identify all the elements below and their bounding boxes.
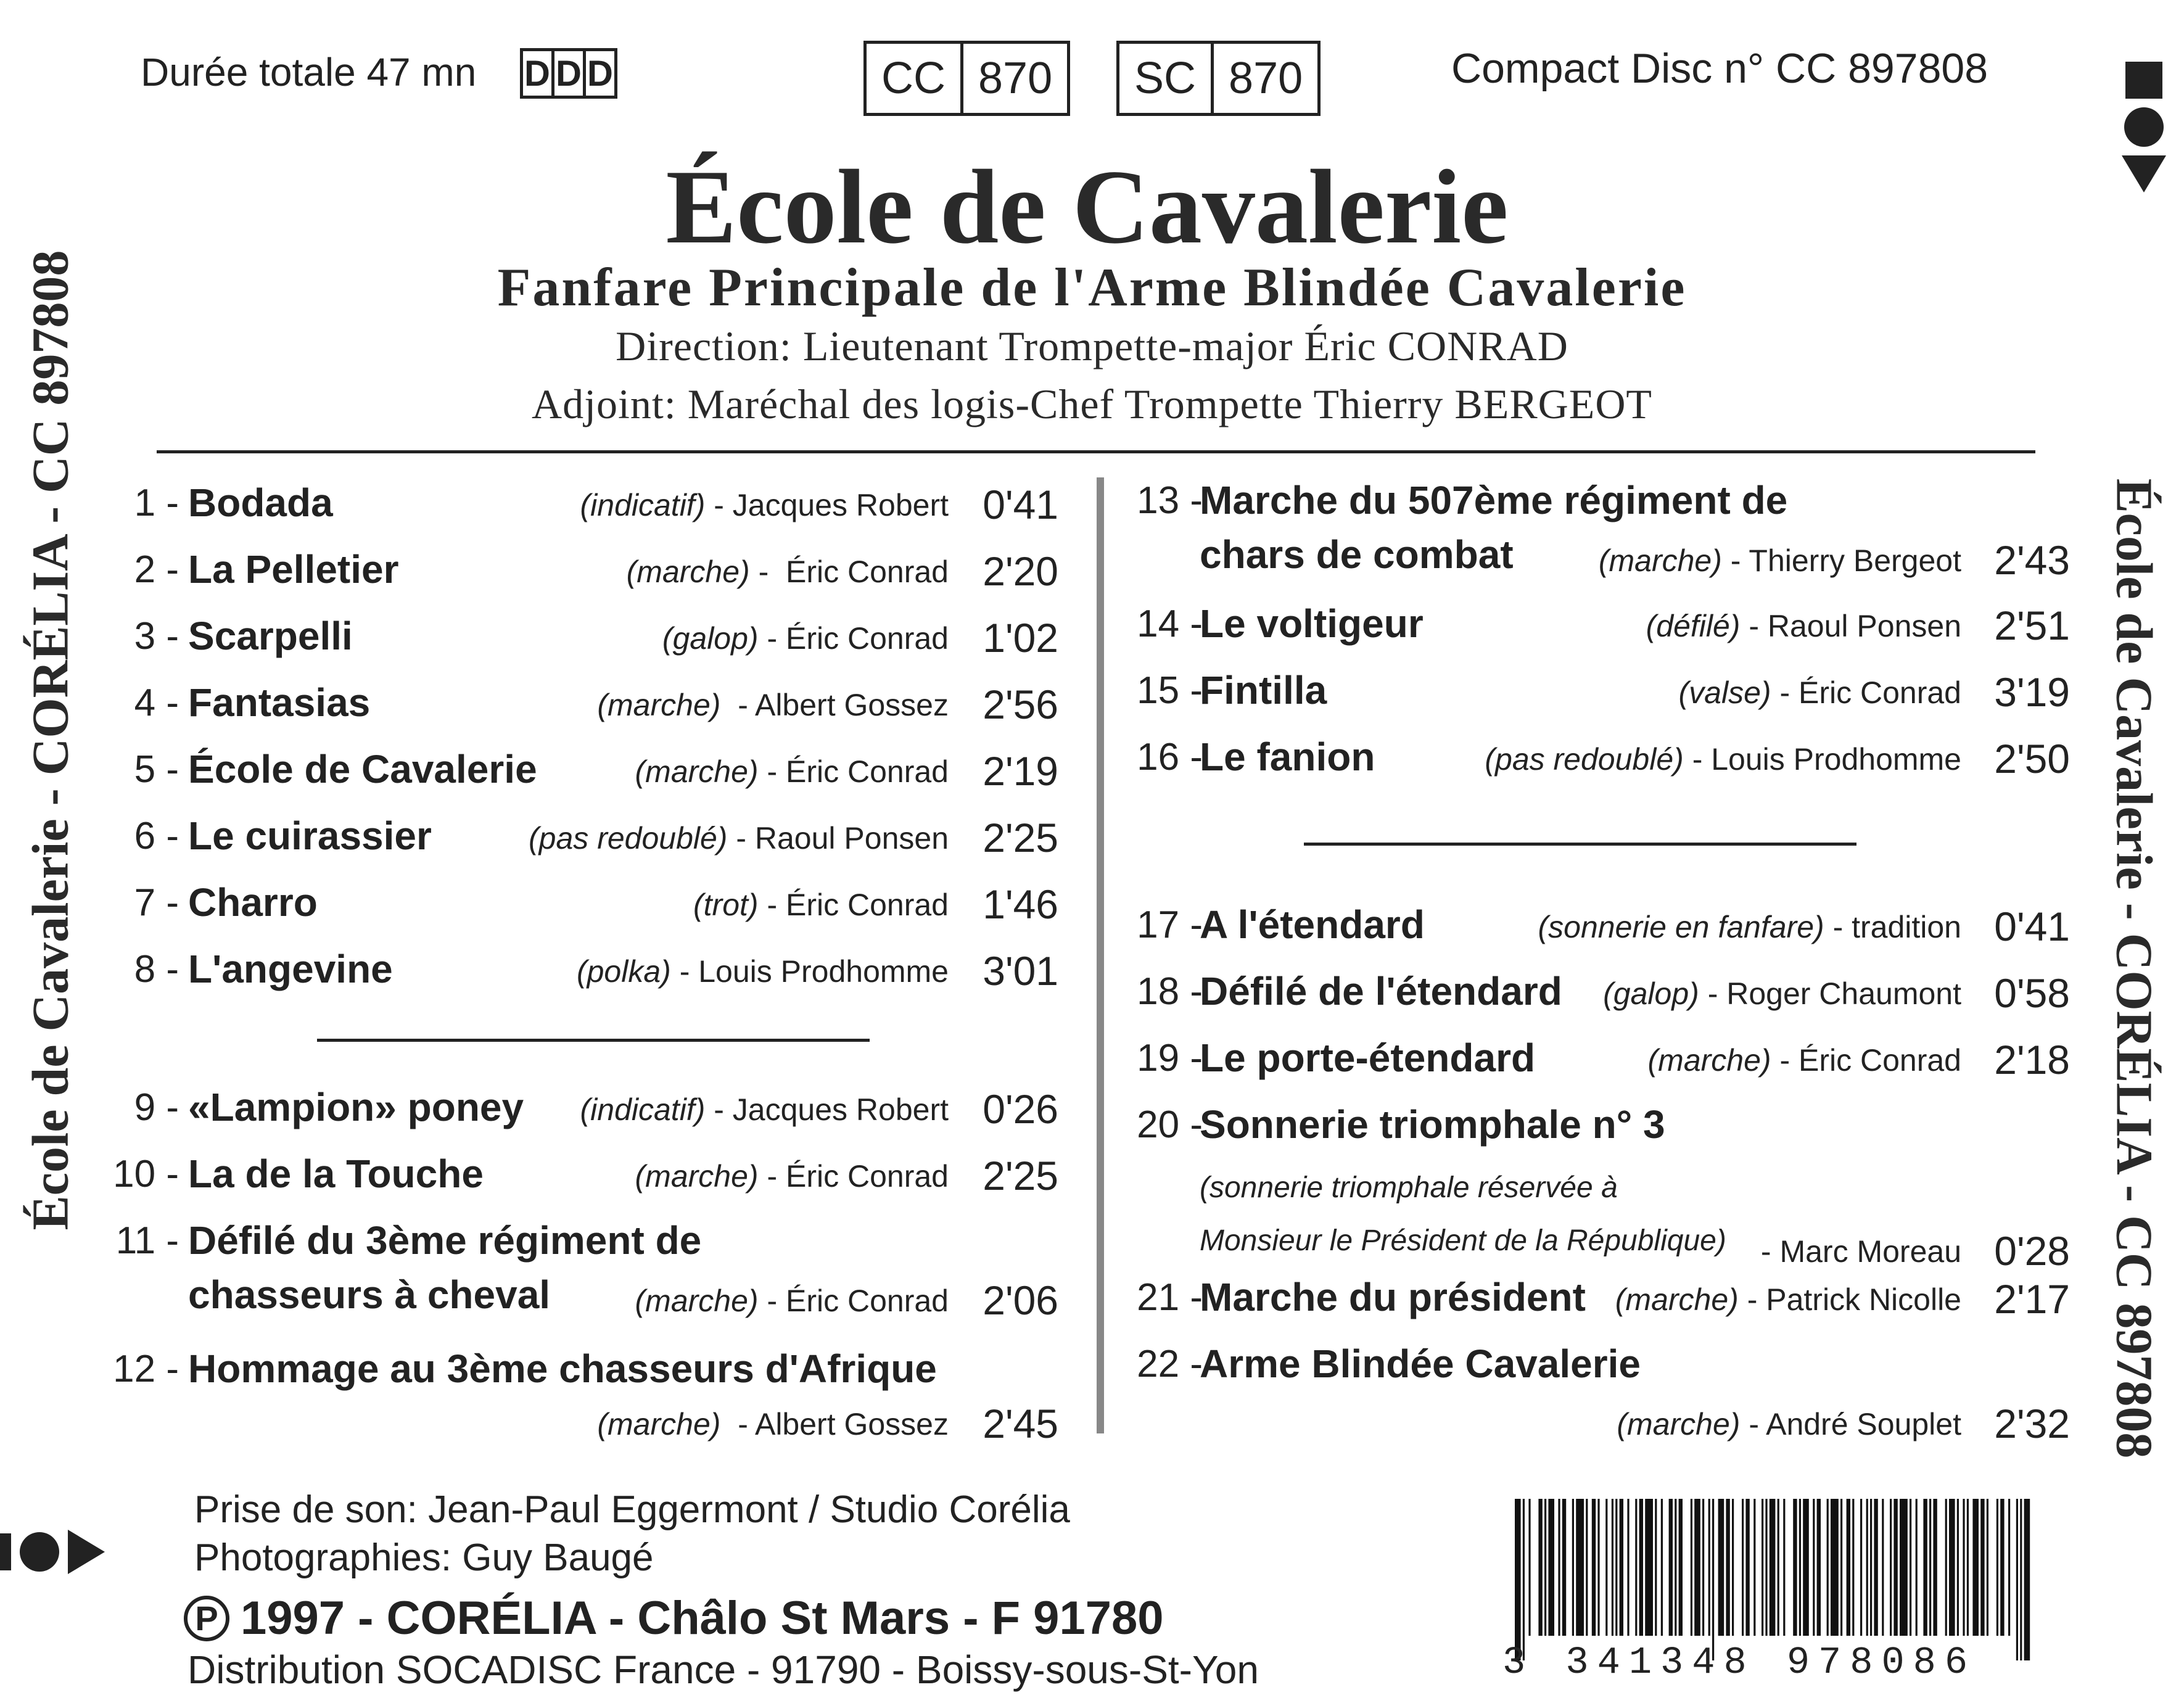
barcode-bar — [1803, 1499, 1809, 1636]
track-composer: - André Souplet — [1740, 1407, 1961, 1441]
track-genre: (marche) — [626, 555, 750, 589]
track-genre: (marche) — [597, 688, 721, 722]
track-duration: 2'50 — [1994, 736, 2070, 781]
track-duration: 0'41 — [983, 482, 1058, 527]
column-divider — [1097, 477, 1104, 1433]
track-title: Le voltigeur — [1200, 601, 1424, 646]
track-note: Monsieur le Président de la République) — [1200, 1224, 1726, 1257]
track-genre: (polka) — [576, 954, 671, 989]
barcode-bar — [1900, 1499, 1908, 1636]
barcode-bar — [1669, 1499, 1673, 1636]
label-logo — [0, 1530, 105, 1574]
barcode-bar — [1933, 1499, 1937, 1636]
barcode-bar — [1708, 1499, 1710, 1636]
barcode-bar — [1870, 1499, 1872, 1636]
track-number: 7 - — [134, 881, 179, 924]
spine-title: École de Cavalerie - CORÉLIA - CC 897808 — [22, 250, 80, 1231]
track-number: 10 - — [113, 1153, 179, 1195]
disc-number: Compact Disc n° CC 897808 — [1451, 45, 1988, 92]
track-title: Défilé du 3ème régiment de — [188, 1218, 702, 1263]
track-credit — [1599, 543, 1961, 579]
track-title: Bodada — [188, 480, 333, 525]
barcode-bar — [1576, 1499, 1584, 1636]
track-composer: - Éric Conrad — [749, 555, 949, 589]
track-duration: 2'20 — [983, 548, 1058, 594]
spine-title: École de Cavalerie - CORÉLIA - CC 897808 — [2105, 478, 2163, 1459]
barcode-bar — [1866, 1499, 1868, 1636]
track-genre: (pas redoublé) — [529, 821, 728, 856]
barcode-bar — [1852, 1499, 1854, 1636]
barcode-bar — [1702, 1499, 1704, 1636]
track-composer: - Éric Conrad — [758, 1284, 949, 1318]
track-title: Sonnerie triomphale n° 3 — [1200, 1102, 1665, 1147]
track-number: 21 - — [1137, 1276, 1203, 1319]
barcode-bar — [1997, 1499, 1998, 1636]
track-credit — [662, 621, 949, 656]
barcode-bar — [1753, 1499, 1755, 1636]
track-composer: - Louis Prodhomme — [670, 954, 949, 989]
track-credit — [1679, 675, 1961, 711]
barcode-bar — [1712, 1499, 1714, 1660]
barcode-bar — [1770, 1499, 1776, 1636]
barcode-bar — [1726, 1499, 1729, 1636]
track-genre: (sonnerie en fanfare) — [1538, 910, 1824, 944]
track-duration: 2'18 — [1994, 1037, 2070, 1082]
track-duration: 3'01 — [983, 948, 1058, 994]
track-composer: - Marc Moreau — [1752, 1234, 1961, 1269]
barcode-bar — [2008, 1499, 2010, 1636]
recording-credit: Prise de son: Jean-Paul Eggermont / Studio Corélia — [194, 1488, 1070, 1531]
track-title: Le cuirassier — [188, 814, 432, 858]
track-composer: - Éric Conrad — [758, 888, 949, 922]
track-duration: 2'45 — [983, 1401, 1058, 1446]
track-composer: - Jacques Robert — [705, 1092, 949, 1127]
track-title: A l'étendard — [1200, 902, 1425, 947]
ddd-letter: D — [554, 51, 586, 96]
track-number: 11 - — [115, 1219, 179, 1262]
track-number: 18 - — [1137, 970, 1203, 1013]
triangle-icon — [68, 1530, 105, 1574]
barcode-bar — [1945, 1499, 1947, 1636]
barcode-digits: 3 341348 978086 — [1502, 1641, 1977, 1684]
track-genre: (valse) — [1678, 675, 1771, 710]
barcode-bar — [1620, 1499, 1623, 1636]
barcode-bar — [1528, 1499, 1530, 1636]
track-number: 15 - — [1137, 669, 1203, 712]
barcode-bar — [1874, 1499, 1877, 1636]
phonogram-icon: P — [184, 1596, 229, 1641]
barcode-bar — [1639, 1499, 1643, 1636]
track-composer: - tradition — [1824, 910, 1961, 944]
barcode-bar — [1548, 1499, 1554, 1636]
sc-number: 870 — [1211, 44, 1317, 113]
ddd-letter: D — [587, 53, 613, 94]
track-number: 5 - — [134, 748, 179, 791]
track-number: 1 - — [134, 482, 179, 524]
track-credit — [635, 754, 949, 790]
track-duration: 0'28 — [1994, 1228, 2070, 1274]
track-title: Charro — [188, 880, 318, 925]
track-number: 17 - — [1137, 904, 1203, 946]
circle-icon — [20, 1532, 59, 1572]
track-credit — [693, 887, 949, 923]
direction-line: Direction: Lieutenant Trompette-major Éric CONRAD — [616, 323, 1568, 369]
barcode-bar — [2024, 1499, 2030, 1660]
track-composer: - Éric Conrad — [1771, 1043, 1961, 1078]
track-composer: - Raoul Ponsen — [1740, 609, 1961, 643]
barcode-bar — [1817, 1499, 1821, 1636]
track-number: 2 - — [134, 548, 179, 591]
cc-number: 870 — [960, 44, 1067, 113]
barcode-bar — [1592, 1499, 1596, 1636]
barcode-bar — [1778, 1499, 1779, 1636]
track-genre: (indicatif) — [580, 488, 706, 522]
track-number: 20 - — [1137, 1103, 1203, 1146]
barcode-bar — [2016, 1499, 2018, 1660]
track-duration: 1'02 — [983, 615, 1058, 661]
track-number: 19 - — [1137, 1037, 1203, 1079]
barcode-bar — [1615, 1499, 1617, 1636]
barcode-bar — [1544, 1499, 1546, 1636]
barcode-bar — [1893, 1499, 1897, 1636]
barcode-bar — [1562, 1499, 1566, 1636]
square-icon — [2125, 62, 2162, 99]
track-genre: (marche) — [635, 1284, 759, 1318]
barcode-bar — [1694, 1499, 1700, 1636]
total-duration: Durée totale 47 mn — [141, 50, 477, 94]
barcode-bar — [1765, 1499, 1767, 1636]
track-title: «Lampion» poney — [188, 1085, 524, 1129]
track-duration: 2'32 — [1994, 1401, 2070, 1446]
barcode-bar — [1538, 1499, 1542, 1636]
photo-credit: Photographies: Guy Baugé — [194, 1536, 654, 1579]
barcode-bar — [1645, 1499, 1653, 1636]
track-title: L'angevine — [188, 947, 393, 991]
track-genre: (marche) — [1617, 1407, 1741, 1441]
barcode-bar — [1675, 1499, 1676, 1636]
track-duration: 0'41 — [1994, 904, 2070, 949]
sc-label: SC — [1134, 54, 1197, 103]
barcode-bar — [1742, 1499, 1744, 1636]
barcode-bar — [1523, 1499, 1525, 1660]
track-number: 9 - — [134, 1086, 179, 1129]
track-credit — [577, 954, 949, 989]
ddd-code — [520, 48, 617, 99]
track-title: La de la Touche — [188, 1152, 484, 1196]
barcode-bar — [1831, 1499, 1839, 1636]
track-title: Le porte-étendard — [1200, 1036, 1536, 1080]
track-credit — [529, 820, 949, 856]
track-duration: 2'19 — [983, 748, 1058, 794]
track-credit — [1538, 909, 1962, 945]
track-title: Scarpelli — [188, 614, 353, 658]
barcode-bar — [1840, 1499, 1842, 1636]
barcode-bar — [1661, 1499, 1663, 1636]
track-genre: (marche) — [597, 1407, 721, 1441]
barcode-bar — [1597, 1499, 1599, 1636]
track-duration: 2'56 — [983, 682, 1058, 727]
barcode-bar — [1882, 1499, 1884, 1636]
track-title: Marche du président — [1200, 1275, 1586, 1319]
track-credit — [635, 1283, 949, 1319]
track-title: Fantasias — [188, 680, 371, 725]
track-title: École de Cavalerie — [188, 747, 537, 791]
track-number: 16 - — [1137, 736, 1203, 778]
track-credit — [597, 1406, 949, 1442]
adjoint-line: Adjoint: Maréchal des logis-Chef Trompette Thierry BERGEOT — [532, 381, 1652, 427]
barcode-bar — [1627, 1499, 1629, 1636]
barcode-bar — [1963, 1499, 1964, 1636]
copyright-line — [184, 1591, 1164, 1645]
track-number: 13 - — [1137, 479, 1203, 522]
track-credit — [1485, 741, 1961, 777]
barcode-bar — [1745, 1499, 1749, 1636]
track-credit — [1646, 608, 1961, 644]
track-genre: (trot) — [693, 888, 759, 922]
barcode-bar — [1813, 1499, 1815, 1636]
barcode-bar — [1847, 1499, 1850, 1636]
track-duration: 2'43 — [1994, 537, 2070, 583]
track-credit — [1603, 976, 1961, 1012]
barcode-bar — [1515, 1499, 1521, 1660]
track-credit — [1615, 1282, 1961, 1317]
track-number: 22 - — [1137, 1343, 1203, 1385]
track-genre: (galop) — [1603, 976, 1699, 1011]
barcode-bar — [1987, 1499, 1988, 1636]
square-icon — [0, 1533, 11, 1570]
barcode-bar — [1612, 1499, 1613, 1636]
header-divider — [157, 450, 2035, 453]
sc-code-box — [1116, 41, 1321, 116]
album-subtitle: Fanfare Principale de l'Arme Blindée Cavalerie — [497, 258, 1687, 318]
distribution-line: Distribution SOCADISC France - 91790 - Boissy-sous-St-Yon — [187, 1647, 1259, 1692]
track-title: Le fanion — [1200, 735, 1375, 779]
track-genre: (indicatif) — [580, 1092, 706, 1127]
track-credit — [1648, 1042, 1961, 1078]
track-genre: (galop) — [662, 621, 759, 656]
barcode-bar — [1783, 1499, 1785, 1636]
barcode-bar — [1929, 1499, 1931, 1636]
track-duration: 0'58 — [1994, 970, 2070, 1016]
barcode-bar — [1572, 1499, 1574, 1636]
track-duration: 2'25 — [983, 815, 1058, 860]
track-number: 14 - — [1137, 603, 1203, 645]
track-number: 4 - — [134, 682, 179, 724]
track-composer: - Éric Conrad — [758, 1159, 949, 1194]
track-genre: (marche) — [1615, 1282, 1739, 1317]
track-composer: - Thierry Bergeot — [1721, 543, 1961, 578]
ddd-letter: D — [523, 51, 554, 96]
track-composer: - Éric Conrad — [1771, 675, 1961, 710]
barcode-bar — [1827, 1499, 1829, 1636]
barcode-bar — [1890, 1499, 1892, 1636]
track-duration: 2'25 — [983, 1153, 1058, 1198]
barcode-bar — [1718, 1499, 1725, 1636]
section-divider — [1304, 843, 1856, 846]
track-title: Marche du 507ème régiment de — [1200, 478, 1788, 522]
track-genre: (marche) — [1647, 1043, 1771, 1078]
track-title: Hommage au 3ème chasseurs d'Afrique — [188, 1346, 937, 1391]
copyright-text: 1997 - CORÉLIA - Châlo St Mars - F 91780 — [241, 1592, 1164, 1644]
track-composer: - Albert Gossez — [720, 1407, 949, 1441]
barcode-bar — [1957, 1499, 1959, 1636]
barcode-bar — [1635, 1499, 1637, 1636]
track-credit — [580, 487, 949, 523]
track-composer: - Jacques Robert — [705, 488, 949, 522]
barcode-bar — [1762, 1499, 1763, 1636]
barcode-bar — [1916, 1499, 1918, 1636]
barcode-bar — [1586, 1499, 1588, 1636]
track-duration: 2'17 — [1994, 1276, 2070, 1322]
track-composer: - Albert Gossez — [720, 688, 949, 722]
track-genre: (marche) — [635, 1159, 759, 1194]
cc-code-box — [863, 41, 1070, 116]
track-note: (sonnerie triomphale réservée à — [1200, 1171, 1618, 1204]
barcode-bar — [1972, 1499, 1979, 1636]
barcode-bar — [1679, 1499, 1683, 1636]
section-divider — [317, 1039, 870, 1042]
track-credit — [597, 687, 949, 723]
track-number: 12 - — [113, 1348, 179, 1390]
barcode-bar — [1860, 1499, 1862, 1636]
barcode-bar — [1980, 1499, 1984, 1636]
track-credit — [1617, 1406, 1961, 1442]
track-genre: (pas redoublé) — [1485, 742, 1684, 777]
cc-label: CC — [881, 54, 946, 103]
barcode-bar — [1732, 1499, 1734, 1636]
track-number: 8 - — [134, 948, 179, 991]
track-number: 3 - — [134, 615, 179, 658]
track-composer: - Éric Conrad — [758, 621, 949, 656]
track-number: 6 - — [134, 815, 179, 857]
barcode-bar — [1923, 1499, 1927, 1636]
barcode-bar — [1793, 1499, 1797, 1636]
track-genre: (marche) — [1598, 543, 1722, 578]
circle-icon — [2124, 107, 2164, 147]
track-genre: (défilé) — [1646, 609, 1741, 643]
track-title-continued: chasseurs à cheval — [188, 1272, 551, 1317]
barcode-bar — [2000, 1499, 2004, 1636]
track-title: La Pelletier — [188, 547, 399, 592]
barcode-bar — [1967, 1499, 1969, 1636]
barcode-bar — [1655, 1499, 1657, 1636]
track-duration: 0'26 — [983, 1086, 1058, 1132]
barcode-bar — [1949, 1499, 1955, 1636]
track-duration: 1'46 — [983, 881, 1058, 927]
track-composer: - Patrick Nicolle — [1738, 1282, 1961, 1317]
track-credit — [580, 1092, 949, 1128]
track-duration: 2'51 — [1994, 603, 2070, 648]
barcode-bar — [1799, 1499, 1801, 1636]
track-credit — [635, 1158, 949, 1194]
track-composer: - Raoul Ponsen — [727, 821, 949, 856]
track-composer: - Éric Conrad — [758, 754, 949, 789]
barcode-bar — [1910, 1499, 1911, 1636]
track-duration: 3'19 — [1994, 669, 2070, 715]
track-duration: 2'06 — [983, 1277, 1058, 1323]
barcode-bar — [1605, 1499, 1607, 1636]
barcode-bar — [1558, 1499, 1560, 1636]
track-title: Défilé de l'étendard — [1200, 969, 1562, 1013]
track-composer: - Louis Prodhomme — [1683, 742, 1961, 777]
track-title: Arme Blindée Cavalerie — [1200, 1342, 1641, 1386]
track-title: Fintilla — [1200, 668, 1327, 712]
track-composer: - Roger Chaumont — [1699, 976, 1961, 1011]
album-title: École de Cavalerie — [666, 149, 1509, 266]
barcode-bar — [1691, 1499, 1692, 1636]
track-credit — [627, 554, 949, 590]
track-title-continued: chars de combat — [1200, 532, 1514, 577]
track-credit — [1752, 1234, 1961, 1269]
track-genre: (marche) — [635, 754, 759, 789]
barcode-bar — [2020, 1499, 2022, 1660]
